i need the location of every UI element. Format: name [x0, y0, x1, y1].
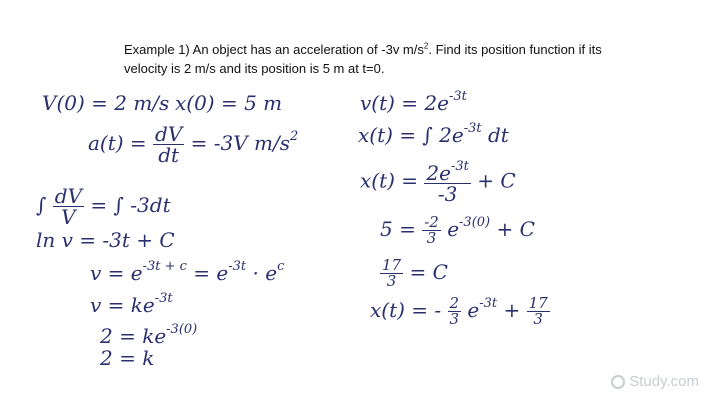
c-num: 17	[382, 256, 402, 274]
c-den: 3	[386, 272, 397, 290]
xt-num-sup: -3t	[450, 159, 469, 174]
final-sup: -3t	[479, 296, 498, 311]
dv-num: dV	[155, 122, 183, 146]
watermark-text: Study.com	[629, 373, 699, 390]
final-den: 3	[449, 310, 460, 328]
xt-num-base: 2e	[426, 161, 451, 185]
final-lhs: x(t) = -	[370, 298, 442, 322]
dv-over-v-fraction	[53, 186, 84, 227]
xt-int-end: dt	[487, 123, 509, 147]
c-value	[380, 258, 448, 289]
five-num: -2	[424, 213, 439, 231]
vk-equation	[90, 292, 173, 315]
problem-sup: 2	[423, 41, 429, 51]
vk-base: v = ke	[90, 293, 155, 317]
ln-equation: ln v = -3t + C	[36, 228, 175, 252]
exp-sup2: -3t	[228, 259, 247, 274]
dv2-num: dV	[54, 184, 83, 208]
exp-sup: -3t + c	[142, 259, 187, 274]
exp-base: v = e	[90, 261, 143, 285]
dv-dt-fraction	[153, 124, 184, 165]
accel-rhs: = -3V m/s	[190, 131, 291, 155]
xt-fraction	[424, 160, 470, 204]
dt-den: dt	[158, 143, 180, 167]
position-integral	[358, 122, 509, 145]
exp-dot: · e	[252, 261, 278, 285]
xt-plus: + C	[477, 168, 516, 193]
two-k-sup: -3(0)	[166, 322, 198, 337]
xt-int-base: x(t) = ∫ 2e	[358, 123, 464, 147]
two-k-base: 2 = ke	[100, 324, 167, 348]
c-fraction	[380, 258, 403, 289]
five-fraction	[422, 215, 441, 246]
position-antiderivative	[360, 160, 516, 204]
two-k-equation	[100, 323, 197, 346]
integral-rhs: = ∫ -3dt	[90, 193, 171, 217]
initial-velocity: V(0) = 2 m/s	[42, 91, 170, 115]
accel-lhs: a(t) =	[88, 131, 147, 155]
final-const-fraction	[527, 296, 550, 327]
initial-position: x(0) = 5 m	[175, 91, 283, 115]
final-e: e	[467, 298, 480, 322]
v-den: V	[61, 205, 76, 229]
vt-sup: -3t	[448, 89, 467, 104]
problem-statement	[124, 40, 604, 78]
integral-sign: ∫	[36, 193, 47, 217]
final-cden: 3	[533, 310, 543, 328]
final-plus: +	[503, 298, 521, 322]
xt-num	[424, 160, 470, 184]
velocity-function	[360, 90, 467, 113]
final-num: 2	[449, 294, 460, 312]
five-e: e	[447, 217, 460, 241]
exp-equation	[90, 260, 284, 283]
integral-setup	[36, 186, 171, 227]
vk-sup: -3t	[154, 291, 173, 306]
xt-lhs: x(t) =	[360, 168, 419, 193]
final-position-function	[370, 296, 550, 327]
five-den: 3	[426, 229, 437, 247]
five-sup: -3(0)	[459, 215, 491, 230]
problem-text-2: . Find its position function if its velocity is 2 m/s and its position is 5 m at t=0.	[124, 42, 602, 76]
vt-base: v(t) = 2e	[360, 91, 449, 115]
initial-condition-equation	[380, 215, 535, 246]
acceleration-equation	[88, 124, 298, 165]
xt-den: -3	[437, 182, 458, 206]
c-eq: = C	[409, 260, 448, 284]
five-plus: + C	[496, 217, 535, 241]
accel-sup: 2	[290, 129, 299, 144]
problem-text-1: Example 1) An object has an acceleration of -3v m/s	[124, 42, 424, 57]
final-fraction	[448, 296, 462, 327]
exp-mid: = e	[193, 261, 229, 285]
study-watermark	[611, 373, 699, 390]
final-cnum: 17	[528, 294, 548, 312]
k-result: 2 = k	[100, 346, 155, 370]
five-lhs: 5 =	[380, 217, 416, 241]
xt-int-sup: -3t	[463, 121, 482, 136]
study-logo-icon	[611, 375, 625, 389]
exp-sup3: c	[277, 259, 285, 274]
